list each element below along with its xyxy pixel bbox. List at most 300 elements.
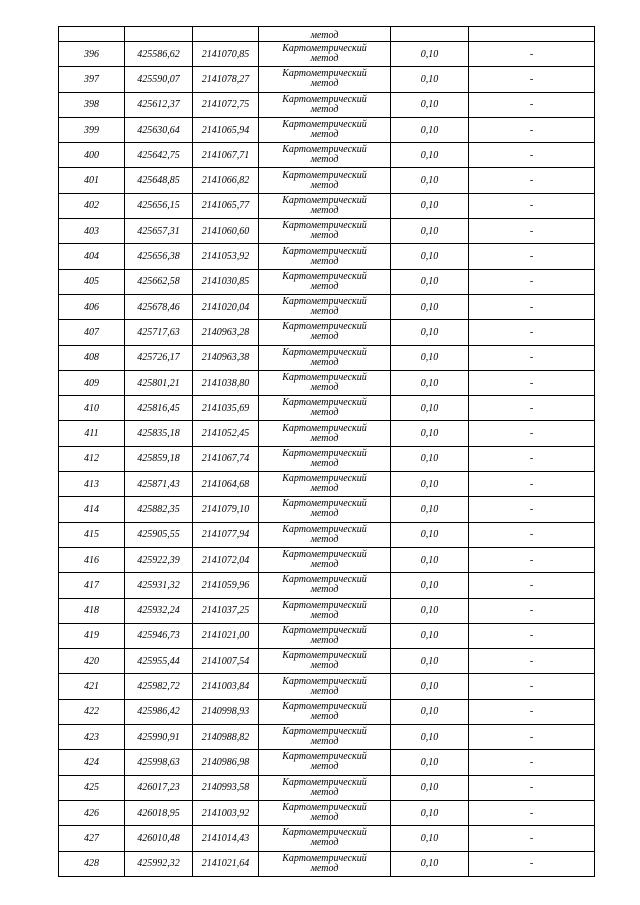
- x-coordinate-cell: 425717,63: [125, 320, 193, 345]
- method-cell: [259, 396, 391, 421]
- method-text-line1: Картометрический: [282, 498, 367, 510]
- note-cell: -: [469, 67, 595, 92]
- accuracy-cell: 0,10: [391, 320, 469, 345]
- y-coordinate-cell: 2141072,04: [193, 547, 259, 572]
- x-coordinate-cell: 426018,95: [125, 800, 193, 825]
- method-text-line2: метод: [310, 78, 339, 90]
- table-row: [59, 472, 595, 497]
- method-cell: [259, 750, 391, 775]
- table-row: [59, 67, 595, 92]
- y-coordinate-cell: 2141065,94: [193, 117, 259, 142]
- method-text-line2: метод: [310, 559, 339, 571]
- point-number-cell: 417: [59, 573, 125, 598]
- x-coordinate-cell: 425801,21: [125, 370, 193, 395]
- method-text-line2: метод: [310, 255, 339, 267]
- note-cell: -: [469, 826, 595, 851]
- method-text-line1: Картометрический: [282, 296, 367, 308]
- x-coordinate-cell: 425816,45: [125, 396, 193, 421]
- y-coordinate-cell: 2141078,27: [193, 67, 259, 92]
- method-cell: [259, 573, 391, 598]
- method-cell: [259, 92, 391, 117]
- y-coordinate-cell: 2141030,85: [193, 269, 259, 294]
- method-text-line2: метод: [310, 103, 339, 115]
- method-cell: [259, 547, 391, 572]
- y-coordinate-cell: 2141007,54: [193, 649, 259, 674]
- point-number-cell: 427: [59, 826, 125, 851]
- y-coordinate-cell: 2141060,60: [193, 219, 259, 244]
- x-coordinate-cell: 425871,43: [125, 472, 193, 497]
- table-row: [59, 800, 595, 825]
- point-number-cell: 424: [59, 750, 125, 775]
- note-cell: -: [469, 800, 595, 825]
- method-text-line2: метод: [310, 204, 339, 216]
- y-coordinate-cell: 2140986,98: [193, 750, 259, 775]
- method-text-line1: Картометрический: [282, 169, 367, 181]
- table-row: [59, 547, 595, 572]
- x-coordinate-cell: 426017,23: [125, 775, 193, 800]
- accuracy-cell: 0,10: [391, 294, 469, 319]
- point-number-cell: 403: [59, 219, 125, 244]
- point-number-cell: 409: [59, 370, 125, 395]
- note-cell: [469, 27, 595, 42]
- accuracy-cell: 0,10: [391, 623, 469, 648]
- method-cell: [259, 674, 391, 699]
- method-text-line1: Картометрический: [282, 346, 367, 358]
- y-coordinate-cell: 2141079,10: [193, 497, 259, 522]
- method-text-line2: метод: [310, 761, 339, 773]
- method-cell: [259, 497, 391, 522]
- y-coordinate-cell: 2141038,80: [193, 370, 259, 395]
- method-text-line2: метод: [310, 407, 339, 419]
- method-text-line1: Картометрический: [282, 144, 367, 156]
- table-row: [59, 421, 595, 446]
- x-coordinate-cell: 425998,63: [125, 750, 193, 775]
- x-coordinate-cell: 425859,18: [125, 446, 193, 471]
- table-row: [59, 725, 595, 750]
- accuracy-cell: 0,10: [391, 117, 469, 142]
- accuracy-cell: 0,10: [391, 649, 469, 674]
- y-coordinate-cell: 2140963,28: [193, 320, 259, 345]
- method-cell: [259, 598, 391, 623]
- accuracy-cell: 0,10: [391, 851, 469, 876]
- method-text-line1: Картометрический: [282, 650, 367, 662]
- y-coordinate-cell: 2141053,92: [193, 244, 259, 269]
- point-number-cell: 418: [59, 598, 125, 623]
- accuracy-cell: 0,10: [391, 244, 469, 269]
- x-coordinate-cell: 425678,46: [125, 294, 193, 319]
- table-row: [59, 92, 595, 117]
- method-text-line1: Картометрический: [282, 852, 367, 864]
- method-text-line1: Картометрический: [282, 802, 367, 814]
- y-coordinate-cell: 2141064,68: [193, 472, 259, 497]
- y-coordinate-cell: 2141035,69: [193, 396, 259, 421]
- point-number-cell: 415: [59, 522, 125, 547]
- method-cell: [259, 219, 391, 244]
- accuracy-cell: 0,10: [391, 168, 469, 193]
- note-cell: -: [469, 497, 595, 522]
- accuracy-cell: 0,10: [391, 143, 469, 168]
- method-text-line2: метод: [310, 331, 339, 343]
- method-text-line2: метод: [310, 154, 339, 166]
- point-number-cell: 401: [59, 168, 125, 193]
- point-number-cell: 416: [59, 547, 125, 572]
- x-coordinate-cell: 425931,32: [125, 573, 193, 598]
- table-row: [59, 244, 595, 269]
- x-coordinate-cell: 425982,72: [125, 674, 193, 699]
- table-row: [59, 699, 595, 724]
- method-text-line1: Картометрический: [282, 119, 367, 131]
- method-text-line1: Картометрический: [282, 827, 367, 839]
- accuracy-cell: 0,10: [391, 193, 469, 218]
- method-text-line2: метод: [310, 609, 339, 621]
- note-cell: -: [469, 573, 595, 598]
- note-cell: -: [469, 598, 595, 623]
- note-cell: -: [469, 649, 595, 674]
- y-coordinate-cell: 2141067,74: [193, 446, 259, 471]
- note-cell: -: [469, 244, 595, 269]
- method-text-line2: метод: [310, 710, 339, 722]
- method-text-line2: метод: [310, 483, 339, 495]
- accuracy-cell: 0,10: [391, 725, 469, 750]
- note-cell: -: [469, 219, 595, 244]
- note-cell: -: [469, 117, 595, 142]
- note-cell: -: [469, 345, 595, 370]
- note-cell: -: [469, 168, 595, 193]
- note-cell: -: [469, 472, 595, 497]
- note-cell: -: [469, 623, 595, 648]
- y-coordinate-cell: 2141003,92: [193, 800, 259, 825]
- accuracy-cell: 0,10: [391, 219, 469, 244]
- table-row: [59, 168, 595, 193]
- y-coordinate-cell: 2141066,82: [193, 168, 259, 193]
- method-text-line1: Картометрический: [282, 220, 367, 232]
- table-row: [59, 370, 595, 395]
- accuracy-cell: 0,10: [391, 674, 469, 699]
- method-text-line1: Картометрический: [282, 194, 367, 206]
- note-cell: -: [469, 446, 595, 471]
- point-number-cell: 419: [59, 623, 125, 648]
- x-coordinate-cell: 425656,38: [125, 244, 193, 269]
- note-cell: -: [469, 370, 595, 395]
- method-cell: [259, 699, 391, 724]
- y-coordinate-cell: 2140993,58: [193, 775, 259, 800]
- accuracy-cell: 0,10: [391, 269, 469, 294]
- y-coordinate-cell: 2141072,75: [193, 92, 259, 117]
- y-coordinate-cell: 2141059,96: [193, 573, 259, 598]
- method-cell: [259, 775, 391, 800]
- method-cell: [259, 117, 391, 142]
- point-number-cell: 406: [59, 294, 125, 319]
- accuracy-cell: 0,10: [391, 699, 469, 724]
- method-cell: [259, 244, 391, 269]
- y-coordinate-cell: 2141003,84: [193, 674, 259, 699]
- method-text-line2: метод: [310, 634, 339, 646]
- method-cell: [259, 725, 391, 750]
- accuracy-cell: 0,10: [391, 800, 469, 825]
- point-number-cell: 407: [59, 320, 125, 345]
- method-text-line2: метод: [310, 129, 339, 141]
- point-number-cell: 398: [59, 92, 125, 117]
- note-cell: -: [469, 547, 595, 572]
- table-row: [59, 851, 595, 876]
- accuracy-cell: 0,10: [391, 775, 469, 800]
- method-cell: [259, 168, 391, 193]
- x-coordinate-cell: 425662,58: [125, 269, 193, 294]
- method-text: метод: [310, 30, 339, 41]
- method-cell: [259, 345, 391, 370]
- point-number-cell: 404: [59, 244, 125, 269]
- method-text-line2: метод: [310, 306, 339, 318]
- table-row: [59, 193, 595, 218]
- method-text-line1: Картометрический: [282, 776, 367, 788]
- accuracy-cell: 0,10: [391, 396, 469, 421]
- x-coordinate-cell: 425657,31: [125, 219, 193, 244]
- method-text-line1: Картометрический: [282, 372, 367, 383]
- method-cell: [259, 42, 391, 67]
- y-coordinate-cell: 2140998,93: [193, 699, 259, 724]
- note-cell: -: [469, 294, 595, 319]
- method-text-line1: Картометрический: [282, 751, 367, 763]
- method-text-line2: метод: [310, 230, 339, 242]
- accuracy-cell: 0,10: [391, 42, 469, 67]
- method-text-line2: метод: [310, 382, 339, 393]
- note-cell: -: [469, 193, 595, 218]
- method-text-line1: Картометрический: [282, 321, 367, 333]
- x-coordinate-cell: 425882,35: [125, 497, 193, 522]
- point-number-cell: 425: [59, 775, 125, 800]
- method-cell: [259, 67, 391, 92]
- x-coordinate-cell: 425630,64: [125, 117, 193, 142]
- accuracy-cell: 0,10: [391, 547, 469, 572]
- point-number-cell: 426: [59, 800, 125, 825]
- y-coordinate-cell: 2141037,25: [193, 598, 259, 623]
- table-row: [59, 345, 595, 370]
- accuracy-cell: 0,10: [391, 750, 469, 775]
- method-cell: [259, 649, 391, 674]
- point-number-cell: 414: [59, 497, 125, 522]
- method-text-line1: Картометрический: [282, 624, 367, 636]
- point-number-cell: 411: [59, 421, 125, 446]
- point-number-cell: 405: [59, 269, 125, 294]
- point-number-cell: 412: [59, 446, 125, 471]
- accuracy-cell: 0,10: [391, 345, 469, 370]
- x-coordinate-cell: 425932,24: [125, 598, 193, 623]
- method-text-line2: метод: [310, 660, 339, 672]
- point-number-cell: 422: [59, 699, 125, 724]
- method-text-line1: Картометрический: [282, 270, 367, 282]
- point-number-cell: 420: [59, 649, 125, 674]
- x-coordinate-cell: [125, 27, 193, 42]
- point-number-cell: 397: [59, 67, 125, 92]
- accuracy-cell: 0,10: [391, 497, 469, 522]
- note-cell: -: [469, 775, 595, 800]
- accuracy-cell: 0,10: [391, 67, 469, 92]
- method-text-line1: Картометрический: [282, 549, 367, 561]
- table-row: [59, 623, 595, 648]
- method-cell: [259, 421, 391, 446]
- table-row: [59, 674, 595, 699]
- method-text-line2: метод: [310, 812, 339, 824]
- y-coordinate-cell: 2141070,85: [193, 42, 259, 67]
- x-coordinate-cell: 426010,48: [125, 826, 193, 851]
- method-text-line2: метод: [310, 786, 339, 798]
- method-text-line2: метод: [310, 736, 339, 748]
- note-cell: -: [469, 396, 595, 421]
- method-cell: [259, 522, 391, 547]
- accuracy-cell: 0,10: [391, 573, 469, 598]
- accuracy-cell: 0,10: [391, 92, 469, 117]
- x-coordinate-cell: 425590,07: [125, 67, 193, 92]
- point-number-cell: 399: [59, 117, 125, 142]
- x-coordinate-cell: 425586,62: [125, 42, 193, 67]
- method-cell: [259, 623, 391, 648]
- method-cell: [259, 370, 391, 395]
- point-number-cell: 400: [59, 143, 125, 168]
- method-text-line1: Картометрический: [282, 473, 367, 485]
- table-row: [59, 42, 595, 67]
- method-text-line2: метод: [310, 508, 339, 520]
- table-row: [59, 598, 595, 623]
- method-text-line1: Картометрический: [282, 599, 367, 611]
- method-text-line1: Картометрический: [282, 574, 367, 586]
- x-coordinate-cell: 425992,32: [125, 851, 193, 876]
- note-cell: -: [469, 421, 595, 446]
- y-coordinate-cell: 2141077,94: [193, 522, 259, 547]
- point-number-cell: 428: [59, 851, 125, 876]
- method-text-line2: метод: [310, 862, 339, 874]
- accuracy-cell: 0,10: [391, 421, 469, 446]
- method-cell: [259, 193, 391, 218]
- method-text-line1: Картометрический: [282, 68, 367, 80]
- method-text-line2: метод: [310, 685, 339, 697]
- method-cell: [259, 27, 391, 42]
- method-text-line2: метод: [310, 584, 339, 596]
- method-text-line1: Картометрический: [282, 245, 367, 257]
- table-row: [59, 143, 595, 168]
- note-cell: -: [469, 143, 595, 168]
- y-coordinate-cell: 2141065,77: [193, 193, 259, 218]
- point-number-cell: 413: [59, 472, 125, 497]
- note-cell: -: [469, 320, 595, 345]
- x-coordinate-cell: 425946,73: [125, 623, 193, 648]
- accuracy-cell: 0,10: [391, 522, 469, 547]
- note-cell: -: [469, 750, 595, 775]
- method-text-line1: Картометрический: [282, 675, 367, 687]
- table-row: [59, 649, 595, 674]
- method-cell: [259, 446, 391, 471]
- x-coordinate-cell: 425648,85: [125, 168, 193, 193]
- coordinates-table-page: [58, 26, 594, 877]
- y-coordinate-cell: 2141014,43: [193, 826, 259, 851]
- note-cell: -: [469, 699, 595, 724]
- x-coordinate-cell: 425656,15: [125, 193, 193, 218]
- table-row: [59, 750, 595, 775]
- note-cell: -: [469, 522, 595, 547]
- method-text-line1: Картометрический: [282, 93, 367, 105]
- note-cell: -: [469, 725, 595, 750]
- method-text-line1: Картометрический: [282, 422, 367, 434]
- table-row: [59, 269, 595, 294]
- point-number-cell: 410: [59, 396, 125, 421]
- point-number-cell: 421: [59, 674, 125, 699]
- table-row: [59, 320, 595, 345]
- table-row: [59, 446, 595, 471]
- method-text-line2: метод: [310, 457, 339, 469]
- method-text-line2: метод: [310, 533, 339, 545]
- x-coordinate-cell: 425612,37: [125, 92, 193, 117]
- accuracy-cell: 0,10: [391, 446, 469, 471]
- method-text-line1: Картометрический: [282, 523, 367, 535]
- table-row: [59, 573, 595, 598]
- point-number-cell: 408: [59, 345, 125, 370]
- method-cell: [259, 851, 391, 876]
- x-coordinate-cell: 425835,18: [125, 421, 193, 446]
- table-row-partial: [59, 27, 595, 42]
- point-number-cell: [59, 27, 125, 42]
- y-coordinate-cell: [193, 27, 259, 42]
- note-cell: -: [469, 851, 595, 876]
- method-text-line1: Картометрический: [282, 700, 367, 712]
- accuracy-cell: [391, 27, 469, 42]
- y-coordinate-cell: 2141052,45: [193, 421, 259, 446]
- note-cell: -: [469, 674, 595, 699]
- accuracy-cell: 0,10: [391, 826, 469, 851]
- y-coordinate-cell: 2141021,00: [193, 623, 259, 648]
- x-coordinate-cell: 425986,42: [125, 699, 193, 724]
- table-row: [59, 775, 595, 800]
- method-cell: [259, 320, 391, 345]
- x-coordinate-cell: 425642,75: [125, 143, 193, 168]
- point-number-cell: 402: [59, 193, 125, 218]
- method-text-line1: Картометрический: [282, 43, 367, 55]
- accuracy-cell: 0,10: [391, 472, 469, 497]
- x-coordinate-cell: 425990,91: [125, 725, 193, 750]
- method-cell: [259, 269, 391, 294]
- method-text-line2: метод: [310, 432, 339, 444]
- method-cell: [259, 472, 391, 497]
- y-coordinate-cell: 2141020,04: [193, 294, 259, 319]
- table-row: [59, 396, 595, 421]
- y-coordinate-cell: 2140963,38: [193, 345, 259, 370]
- method-text-line2: метод: [310, 837, 339, 849]
- x-coordinate-cell: 425726,17: [125, 345, 193, 370]
- method-text-line2: метод: [310, 356, 339, 368]
- method-text-line2: метод: [310, 179, 339, 191]
- method-text-line2: метод: [310, 53, 339, 65]
- method-cell: [259, 143, 391, 168]
- method-text-line1: Картометрический: [282, 726, 367, 738]
- accuracy-cell: 0,10: [391, 598, 469, 623]
- coordinates-table: [58, 26, 595, 877]
- x-coordinate-cell: 425905,55: [125, 522, 193, 547]
- y-coordinate-cell: 2140988,82: [193, 725, 259, 750]
- method-text-line2: метод: [310, 280, 339, 292]
- accuracy-cell: 0,10: [391, 370, 469, 395]
- note-cell: -: [469, 269, 595, 294]
- method-text-line1: Картометрический: [282, 397, 367, 409]
- table-row: [59, 294, 595, 319]
- table-row: [59, 522, 595, 547]
- point-number-cell: 423: [59, 725, 125, 750]
- table-row: [59, 219, 595, 244]
- x-coordinate-cell: 425955,44: [125, 649, 193, 674]
- note-cell: -: [469, 42, 595, 67]
- table-row: [59, 826, 595, 851]
- method-cell: [259, 800, 391, 825]
- method-cell: [259, 294, 391, 319]
- x-coordinate-cell: 425922,39: [125, 547, 193, 572]
- point-number-cell: 396: [59, 42, 125, 67]
